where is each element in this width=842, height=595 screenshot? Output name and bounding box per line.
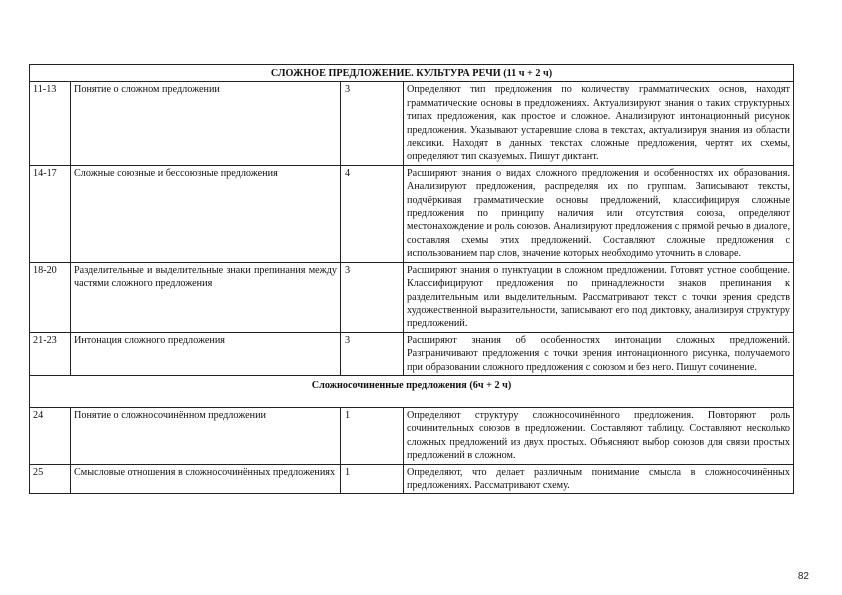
table-row	[30, 332, 794, 375]
table-row	[30, 464, 794, 494]
table-row	[30, 165, 794, 262]
lesson-hours: 3	[341, 262, 404, 332]
lesson-hours: 3	[341, 332, 404, 375]
lesson-activities: Определяют тип предложения по количеству грамматических основ, находят грамматические основы в предложениях. Актуализируют знания о таких структурных типах предложения, как простое и сложное. Анализируют интонационный рисунок предложения. Указывают устаревшие слова в текстах, актуализируя знания из области лексики. Находят в данных текстах сложные предложения, чертят их схемы, определяют тип сказуемых. Пишут диктант.	[404, 82, 794, 165]
lesson-numbers: 11-13	[30, 82, 71, 165]
subsection-header-row	[30, 375, 794, 407]
lesson-topic: Смысловые отношения в сложносочинённых предложениях	[71, 464, 341, 494]
section-title: СЛОЖНОЕ ПРЕДЛОЖЕНИЕ. КУЛЬТУРА РЕЧИ (11 ч + 2 ч)	[30, 65, 794, 82]
lesson-numbers: 18-20	[30, 262, 71, 332]
page-number: 82	[797, 571, 809, 582]
subsection-title: Сложносочиненные предложения (6ч + 2 ч)	[30, 375, 794, 407]
lesson-topic: Разделительные и выделительные знаки препинания между частями сложного предложения	[71, 262, 341, 332]
lesson-hours: 1	[341, 464, 404, 494]
lesson-topic: Понятие о сложном предложении	[71, 82, 341, 165]
curriculum-table	[29, 64, 794, 494]
lesson-activities: Определяют, что делает различным понимание смысла в сложносочинённых предложениях. Рассматривают схему.	[404, 464, 794, 494]
lesson-hours: 3	[341, 82, 404, 165]
lesson-activities: Расширяют знания об особенностях интонации сложных предложений. Разграничивают предложения с точки зрения интонационного рисунка, получаемого при образовании сложного предложения с союзом и без него. Пишут сочинение.	[404, 332, 794, 375]
lesson-numbers: 24	[30, 407, 71, 464]
lesson-hours: 4	[341, 165, 404, 262]
lesson-topic: Интонация сложного предложения	[71, 332, 341, 375]
table-row	[30, 407, 794, 464]
lesson-numbers: 14-17	[30, 165, 71, 262]
table-row	[30, 262, 794, 332]
lesson-hours: 1	[341, 407, 404, 464]
lesson-activities: Определяют структуру сложносочинённого предложения. Повторяют роль сочинительных союзов в предложении. Составляют таблицу. Составляют несколько сложных предложений из двух простых. Объясняют выбор союзов для связи простых предложений в сложном.	[404, 407, 794, 464]
section-header-row	[30, 65, 794, 82]
lesson-numbers: 25	[30, 464, 71, 494]
table-row	[30, 82, 794, 165]
lesson-activities: Расширяют знания о пунктуации в сложном предложении. Готовят устное сообщение. Классифицируют предложения по принадлежности знаков препинания к разделительным или выделительным. Рассматривают текст с точки зрения средств художественной выразительности, записывают его под диктовку, анализируя структуру предложений.	[404, 262, 794, 332]
lesson-topic: Сложные союзные и бессоюзные предложения	[71, 165, 341, 262]
lesson-activities: Расширяют знания о видах сложного предложения и особенностях их образования. Анализируют предложения, распределяя их по группам. Записывают тексты, подчёркивая грамматические основы предложений, классифицируя сложные предложения по принципу наличия или отсутствия союза, определяют местонахождение и роль союзов. Анализируют предложения с прямой речью в диалоге, составляя схемы этих предложений. Составляют сложные предложения с использованием пар слов, значение которых необходимо уточнить в словаре.	[404, 165, 794, 262]
lesson-topic: Понятие о сложносочинённом предложении	[71, 407, 341, 464]
lesson-numbers: 21-23	[30, 332, 71, 375]
